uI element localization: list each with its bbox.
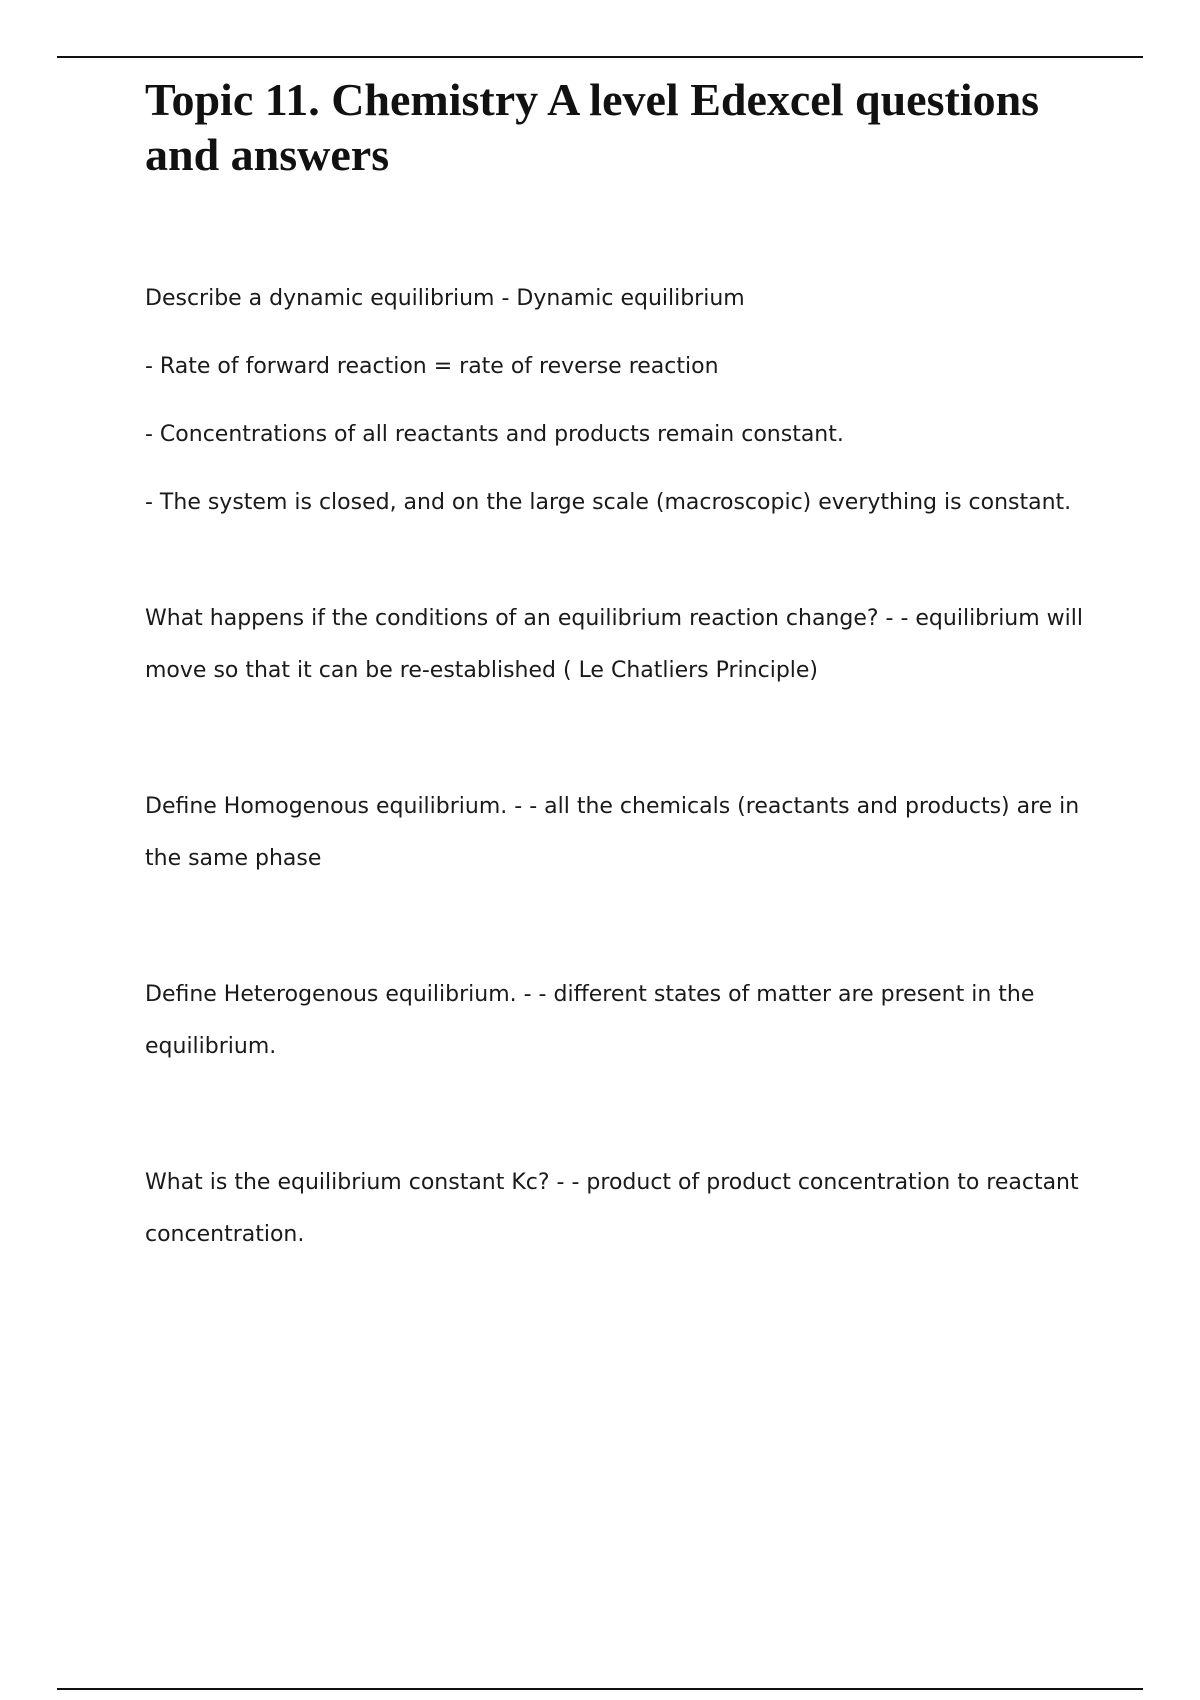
page-title: Topic 11. Chemistry A level Edexcel questions and answers [145,74,1040,180]
qa-item-kc: What is the equilibrium constant Kc? - - product of product concentration to reactant concentration. [145,1170,1079,1247]
question-answer-separator: - [494,286,517,311]
qa-content [145,273,1095,1261]
answer-line: - The system is closed, and on the large scale (macroscopic) everything is constant. [145,490,1072,515]
qa-question-line [145,273,1095,325]
top-divider [57,56,1143,58]
qa-item-dynamic-equilibrium [145,273,1095,529]
qa-item-homogenous: Define Homogenous equilibrium. - - all the chemicals (reactants and products) are in the same phase [145,794,1080,871]
answer-text: Dynamic equilibrium [516,286,745,311]
answer-line: - Rate of forward reaction = rate of reverse reaction [145,354,719,379]
answer-line: - Concentrations of all reactants and products remain constant. [145,422,844,447]
qa-item-heterogenous: Define Heterogenous equilibrium. - - different states of matter are present in the equilibrium. [145,982,1035,1059]
bottom-divider [57,1688,1143,1690]
question-text: Describe a dynamic equilibrium [145,286,495,311]
qa-item-conditions-change: What happens if the conditions of an equilibrium reaction change? - - equilibrium will move so that it can be re-established ( Le Chatliers Principle) [145,606,1083,683]
